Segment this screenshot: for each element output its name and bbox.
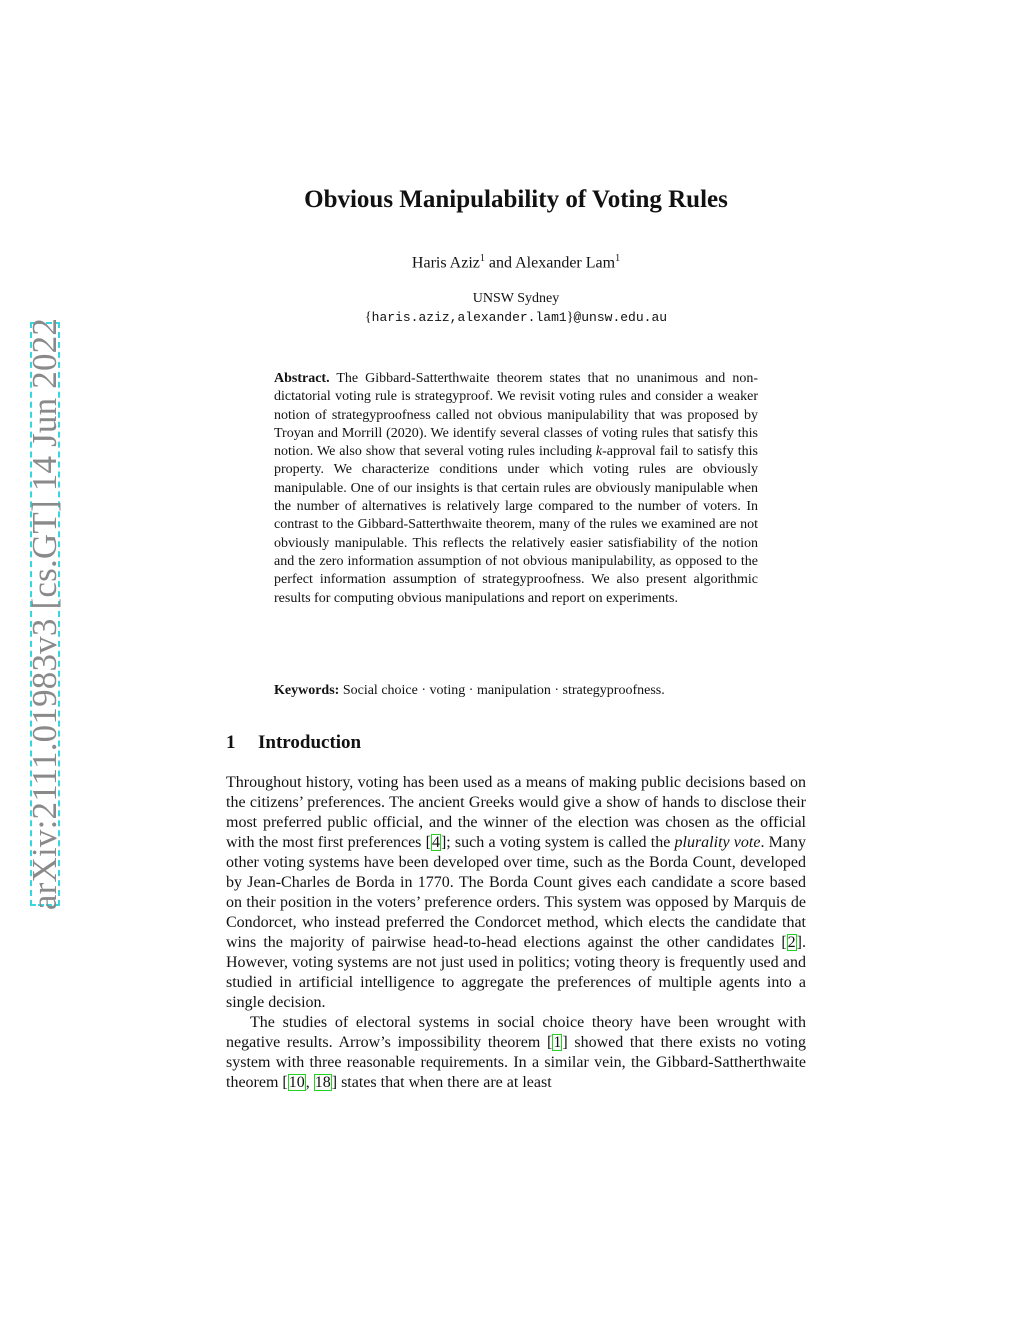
paper-title: Obvious Manipulability of Voting Rules: [304, 186, 728, 213]
section-number: 1: [226, 732, 236, 753]
email-address: {haris.aziz,alexander.lam1}@unsw.edu.au: [364, 310, 668, 325]
author-list: [226, 253, 806, 272]
author-name: Alexander Lam: [515, 254, 616, 272]
abstract-label: Abstract.: [274, 371, 330, 386]
abstract: Abstract. The Gibbard-Satterthwaite theorem states that no unanimous and non-dictatorial voting rule is strategyproof. We revisit voting rules and consider a weaker notion of strategyproofness called not obvious manipulability that was proposed by Troyan and Morrill (2020). We identify several classes of voting rules that satisfy this notion. We also show that several voting rules including k-approval fail to satisfy this property. We characterize conditions under which voting rules are obviously manipulable. One of our insights is that certain rules are obviously manipulable when the number of alternatives is relatively large compared to the number of voters. In contrast to the Gibbard-Satterthwaite theorem, many of the rules we examined are not obviously manipulable. This reflects the relatively easier satisfiability of the notion and the zero information assumption of not obvious manipulability, as opposed to the perfect information assumption of strategyproofness. We also present algorithmic results for computing obvious manipulations and report on experiments.: [274, 371, 758, 606]
arxiv-stamp: [25, 317, 64, 911]
author-conjunction: and: [488, 254, 512, 272]
author-affiliation-mark: 1: [615, 253, 621, 264]
citation-link[interactable]: 4: [431, 834, 440, 851]
section-body: [226, 773, 806, 1093]
affiliation: UNSW Sydney: [472, 291, 560, 306]
citation-link[interactable]: 2: [787, 934, 796, 951]
citation-link[interactable]: 1: [553, 1034, 562, 1051]
author-name: Haris Aziz: [411, 254, 480, 272]
keywords: Keywords: Social choice · voting · manipulation · strategyproofness.: [274, 683, 665, 698]
paragraph: The studies of electoral systems in social choice theory have been wrought with negative results. Arrow’s impossibility theorem [1] showed that there exists no voting system with three reasonable requirements. In a similar vein, the Gibbard-Sattherthwaite theorem [10, 18] states that when there are at least: [226, 1014, 807, 1091]
author-affiliation-mark: 1: [479, 253, 485, 264]
arxiv-stamp-text: arXiv:2111.01983v3 [cs.GT] 14 Jun 2022: [25, 317, 64, 911]
section-title: Introduction: [258, 732, 362, 753]
paragraph: Throughout history, voting has been used as a means of making public decisions based on the citizens’ preferences. The ancient Greeks would give a show of hands to disclose their most preferred public official, and the winner of the election was chosen as the official with the most first preferences [4]; such a voting system is called the plurality vote. Many other voting systems have been developed over time, such as the Borda Count, developed by Jean-Charles de Borda in 1770. The Borda Count gives each candidate a score based on their position in the voters’ preference orders. This system was opposed by Marquis de Condorcet, who instead preferred the Condorcet method, which elects the candidate that wins the majority of pairwise head-to-head elections against the other candidates [2]. However, voting systems are not just used in politics; voting theory is frequently used and studied in artificial intelligence to aggregate the preferences of multiple agents into a single decision.: [226, 774, 806, 1011]
citation-link[interactable]: 10: [288, 1074, 305, 1091]
citation-link[interactable]: 18: [314, 1074, 331, 1091]
section-heading: [226, 732, 361, 754]
affiliation-block: [226, 289, 806, 327]
keywords-label: Keywords:: [274, 683, 340, 698]
